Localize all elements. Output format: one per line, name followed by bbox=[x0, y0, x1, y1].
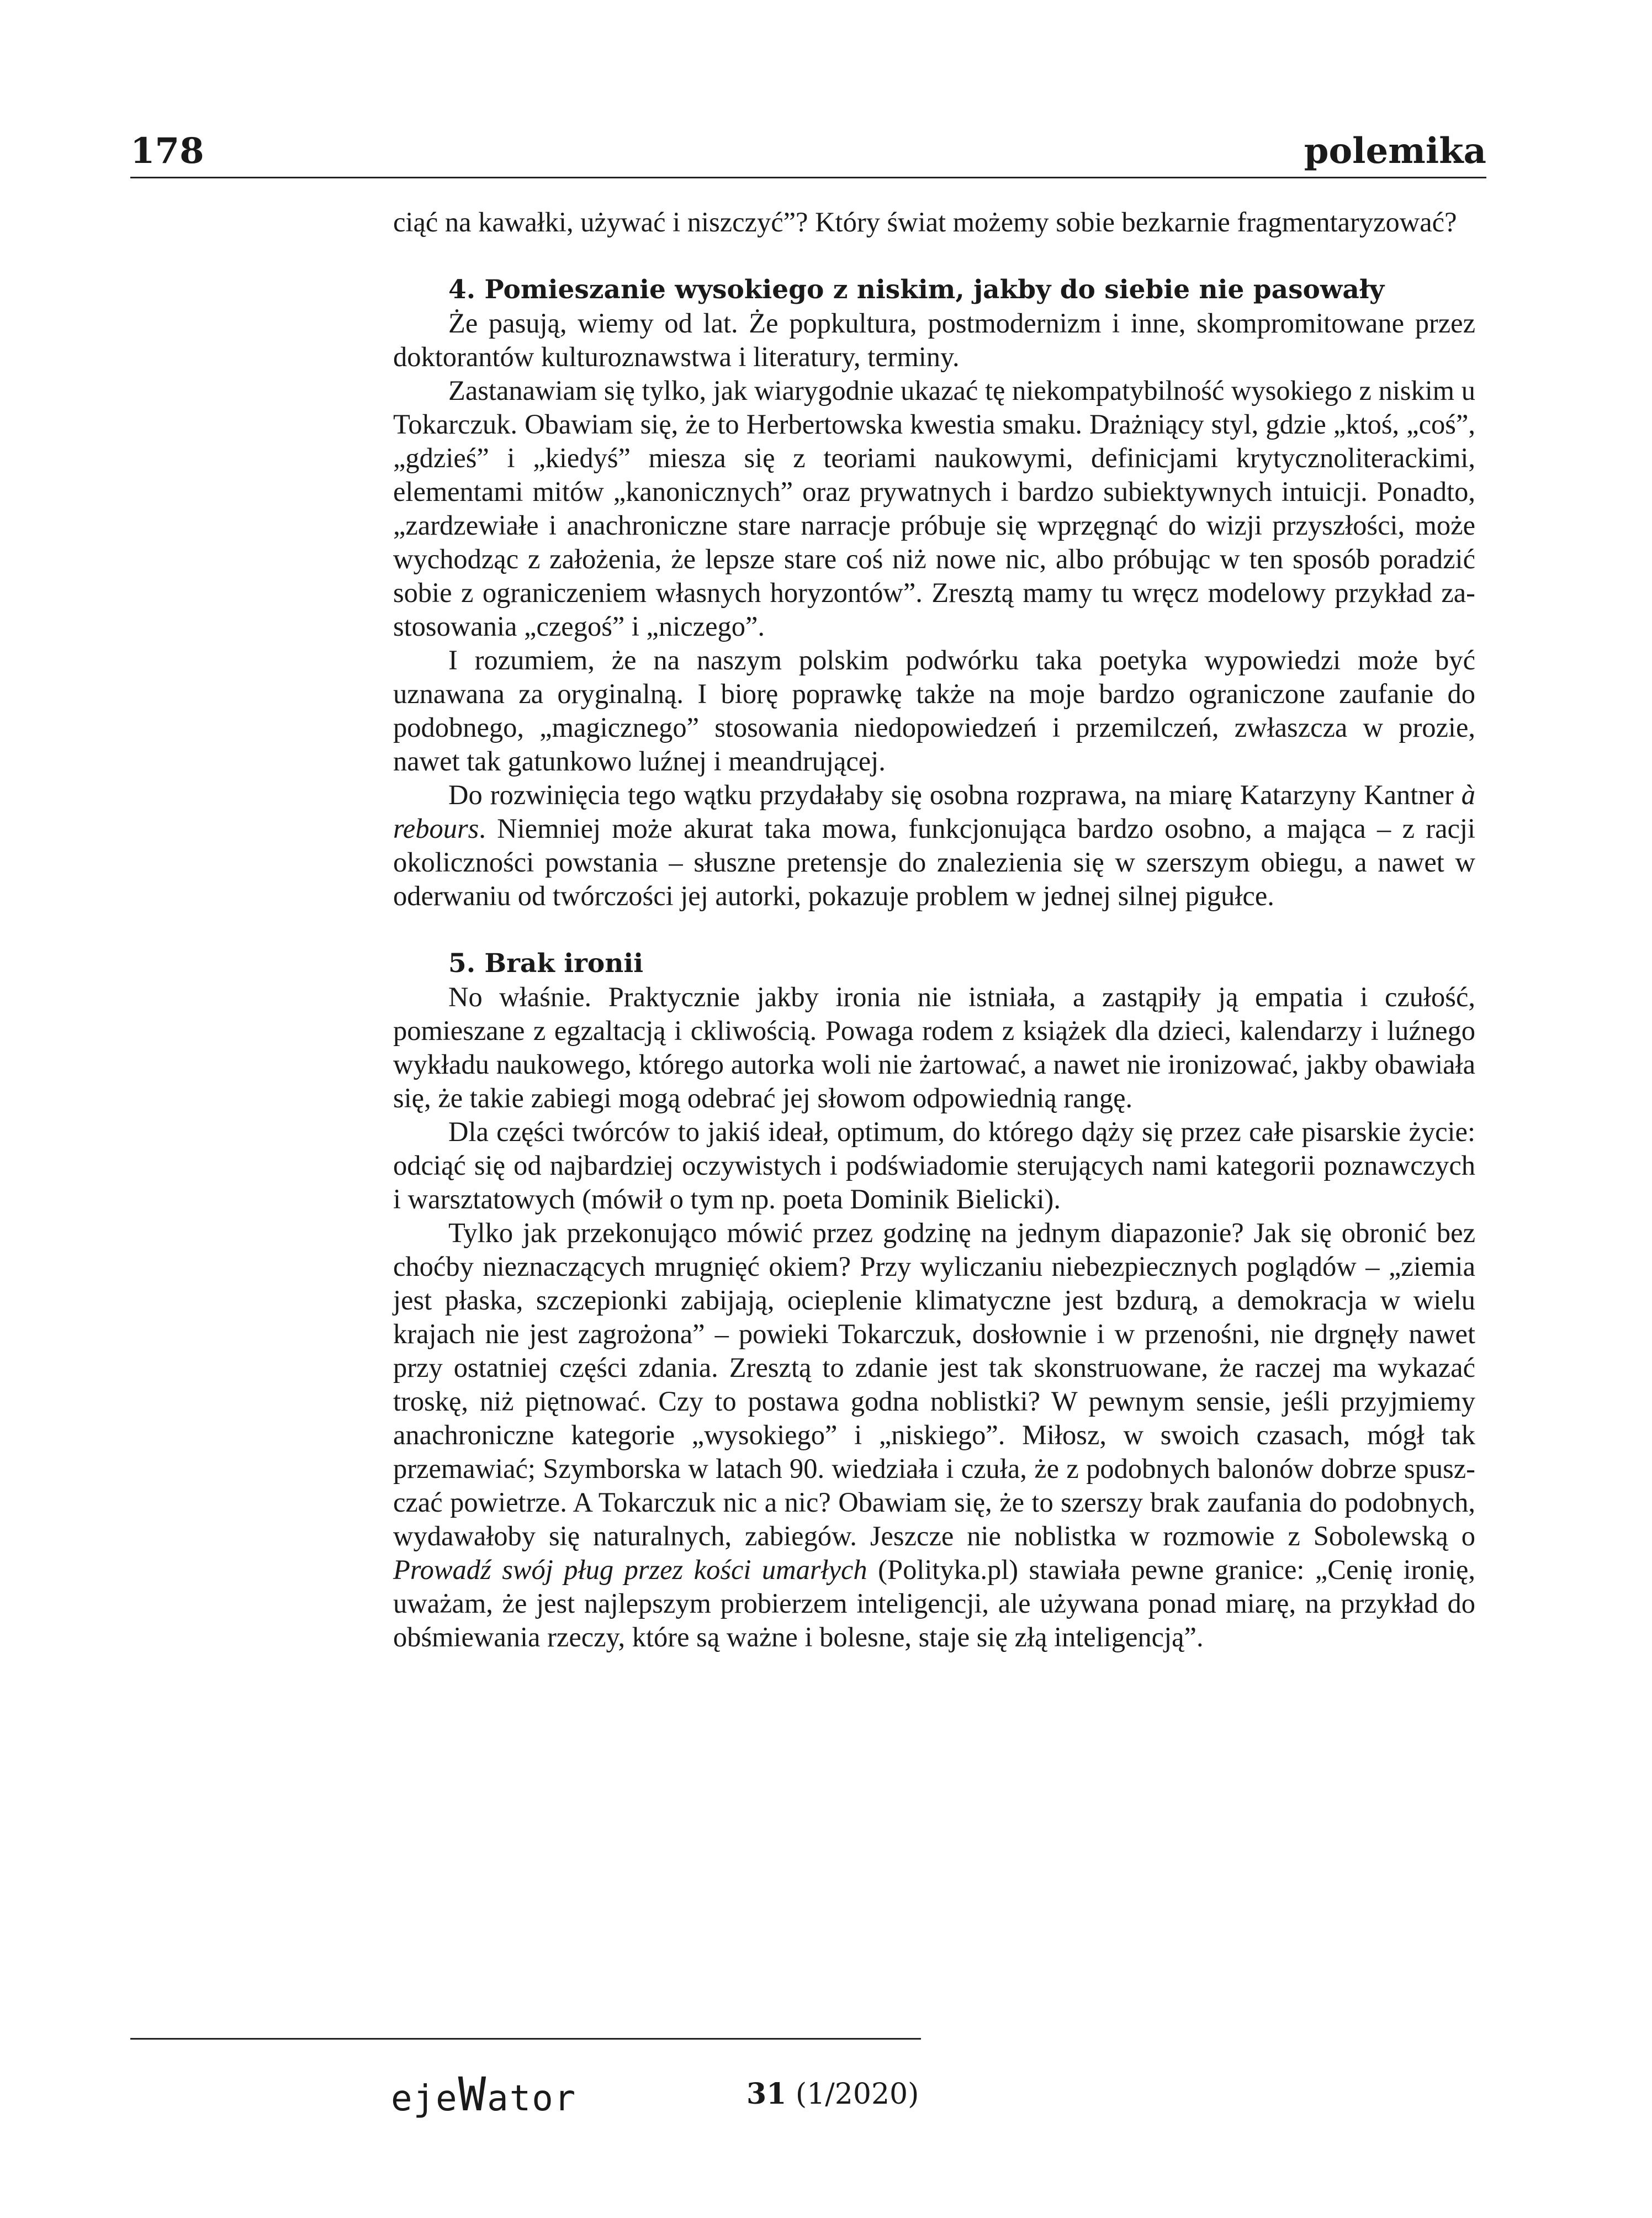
logo-text: W bbox=[458, 2067, 488, 2121]
italic-title: Prowadź swój pług przez kości umarłych bbox=[393, 1554, 867, 1585]
section-title: polemika bbox=[1304, 130, 1486, 172]
issue-date: (1/2020) bbox=[795, 2078, 919, 2111]
subsection-heading-5: 5. Brak ironii bbox=[448, 948, 644, 979]
paragraph-continuation: ciąć na kawałki, używać i niszczyć”? Który świat możemy sobie bezkarnie fragmentaryzować? bbox=[393, 207, 1457, 237]
subsection-heading-4: 4. Pomieszanie wysokiego z niskim, jakby do siebie nie pasowały bbox=[448, 274, 1385, 305]
paragraph: I rozumiem, że na naszym polskim podwórku taka poetyka wypowiedzi może być uznawana za oryginalną. I biorę poprawkę także na moje bardzo ograniczone zaufanie do podobnego, „magicznego” stosowania niedopowiedzeń i przemilczeń, zwłaszcza w prozie, nawet tak gatunkowo luźnej i meandrującej. bbox=[393, 645, 1475, 777]
paragraph bbox=[393, 778, 1475, 913]
issue-number: 31 bbox=[746, 2077, 787, 2111]
page-number: 178 bbox=[130, 130, 204, 172]
logo-text: ator bbox=[487, 2078, 577, 2119]
paragraph: Że pasują, wiemy od lat. Że popkultura, postmodernizm i inne, skompromitowane przez doktorantów kulturoznawstwa i literatury, terminy. bbox=[393, 308, 1475, 372]
paragraph: Zastanawiam się tylko, jak wiarygodnie ukazać tę niekompatybilność wysokiego z niskim u Tokarczuk. Obawiam się, że to Herbertowska kwestia smaku. Drażniący styl, gdzie „ktoś, „coś”, „gdzieś” i „kiedyś” miesza się z teoriami naukowymi, definicjami krytycznoliterackimi, elementami mitów „kanonicznych” oraz prywatnych i bardzo subiektywnych intuicji. Ponadto, „zardzewiałe i anachroniczne stare narracje próbuje się wprzęgnąć do wizji przyszłości, może wychodząc z założenia, że lepsze stare coś niż nowe nic, albo próbując w ten sposób poradzić sobie z ograniczeniem własnych horyzontów”. Zresztą mamy tu wręcz modelowy przykład zastosowania „czegoś” i „niczego”. bbox=[393, 375, 1475, 642]
magazine-logo bbox=[391, 2067, 577, 2121]
italic-title: à rebours bbox=[393, 779, 1475, 844]
paragraph bbox=[393, 1216, 1475, 1654]
page-header bbox=[130, 126, 1486, 177]
text-run: Do rozwinięcia tego wątku przydałaby się osobna rozprawa, na miarę Katarzyny Kantner bbox=[448, 779, 1462, 810]
text-run: . Niemniej może akurat taka mowa, funkcjonująca bardzo osobno, a mająca – z racji okoliczności powstania – słuszne pretensje do znalezienia się w szerszym obiegu, a nawet w oderwaniu od twórczości jej autorki, pokazuje problem w jednej silnej pigułce. bbox=[393, 813, 1475, 911]
paragraph: Dla części twórców to jakiś ideał, optimum, do którego dąży się przez całe pisarskie życie: odciąć się od najbardziej oczywistych i podświadomie sterujących nami kategorii poznawczych i warsztatowych (mówił o tym np. poeta Dominik Bielicki). bbox=[393, 1116, 1475, 1214]
text-run: Tylko jak przekonująco mówić przez godzinę na jednym diapazonie? Jak się obronić bez choćby nieznaczących mrugnięć okiem? Przy wyliczaniu niebezpiecznych poglądów – „ziemia jest płaska, szczepionki zabijają, ocieplenie klimatyczne jest bzdurą, a demokracja w wielu krajach nie jest zagrożona” – powieki Tokarczuk, dosłownie i w przenośni, nie drgnęły nawet przy ostatniej części zdania. Zresztą to zdanie jest tak skonstruowane, że raczej ma wykazać troskę, niż piętnować. Czy to postawa godna noblistki? W pewnym sensie, jeśli przyjmiemy anachroniczne kategorie „wysokiego” i „niskiego”. Miłosz, w swoich czasach, mógł tak przemawiać; Szymborska w latach 90. wiedziała i czuła, że z podobnych balonów dobrze spuszczać powietrze. A Tokarczuk nic a nic? Obawiam się, że to szerszy brak zaufania do podobnych, wydawałoby się naturalnych, zabiegów. Jeszcze nie noblistka w rozmowie z Sobolewską o bbox=[393, 1217, 1475, 1551]
footer-divider bbox=[130, 2038, 921, 2040]
header-divider bbox=[130, 177, 1486, 178]
issue-info bbox=[746, 2072, 919, 2116]
article-body bbox=[393, 205, 1475, 1654]
text-run: (Polityka.pl) stawiała pewne granice: „Cenię ironię, uważam, że jest najlepszym probierzem inteligencji, ale używana ponad miarę, na przykład do obśmiewania rzeczy, które są ważne i bolesne, staje się złą inteligencją”. bbox=[393, 1554, 1475, 1652]
logo-text: eje bbox=[391, 2078, 458, 2119]
paragraph: No właśnie. Praktycznie jakby ironia nie istniała, a zastąpiły ją empatia i czułość, pomieszane z egzaltacją i ckliwością. Powaga rodem z książek dla dzieci, kalendarzy i luźnego wykładu naukowego, którego autorka woli nie żartować, a nawet nie ironizować, jakby obawiała się, że takie zabiegi mogą odebrać jej słowom odpowiednią rangę. bbox=[393, 981, 1475, 1113]
